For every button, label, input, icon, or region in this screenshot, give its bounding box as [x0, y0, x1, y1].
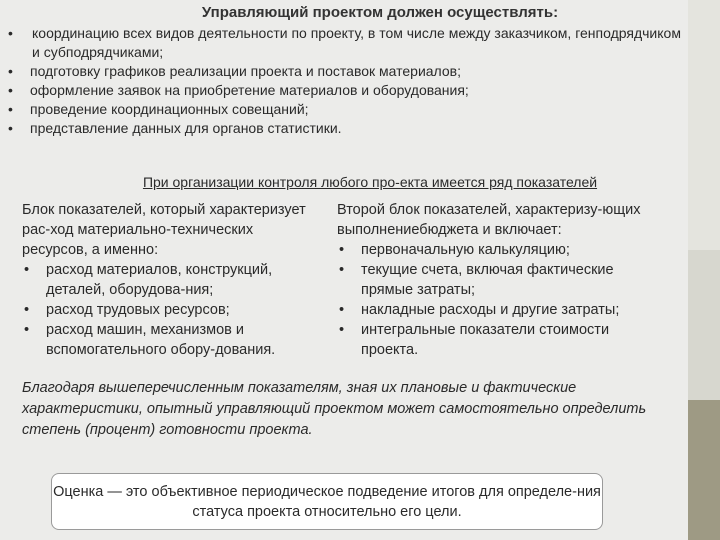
bullet-icon: •: [24, 262, 30, 278]
budget-indicators-block: [337, 200, 667, 360]
list-item: [337, 240, 667, 260]
list-item: [22, 260, 322, 300]
definition-callout: [51, 473, 603, 530]
bullet-icon: •: [8, 82, 13, 98]
block-heading: Второй блок показателей, характеризу-ющих выполнениебюджета и включает:: [337, 202, 641, 238]
bullet-icon: •: [24, 322, 30, 338]
callout-text: Оценка — это объективное периодическое подведение итогов для определе-ния статуса проекта относительно его цели.: [53, 484, 601, 520]
indicators-subheading: При организации контроля любого про-екта имеется ряд показателей: [142, 174, 598, 190]
list-item: [0, 81, 690, 100]
side-band-top: [688, 0, 720, 250]
item-text: накладные расходы и другие затраты;: [361, 302, 620, 318]
list-item: [22, 320, 322, 360]
bullet-icon: •: [339, 302, 345, 318]
duty-text: оформление заявок на приобретение материалов и оборудования;: [30, 82, 469, 98]
list-item: [0, 119, 690, 138]
item-text: интегральные показатели стоимости проекта.: [361, 322, 610, 358]
list-item: [0, 24, 690, 62]
budget-indicators-list: [337, 240, 667, 360]
bullet-icon: •: [8, 25, 13, 41]
list-item: [337, 320, 667, 360]
bullet-icon: •: [8, 101, 13, 117]
item-text: текущие счета, включая фактические прямые затраты;: [361, 262, 614, 298]
duty-text: проведение координационных совещаний;: [30, 101, 309, 117]
item-text: расход трудовых ресурсов;: [46, 302, 230, 318]
duty-text: координацию всех видов деятельности по проекту, в том числе между заказчиком, генподрядчиком и субподрядчиками;: [32, 25, 681, 60]
duty-text: подготовку графиков реализации проекта и поставок материалов;: [30, 63, 461, 79]
bullet-icon: •: [24, 302, 30, 318]
bullet-icon: •: [339, 242, 345, 258]
slide-title: Управляющий проектом должен осуществлять:: [201, 4, 559, 21]
duties-list: [0, 24, 690, 138]
bullet-icon: •: [8, 63, 13, 79]
bullet-icon: •: [339, 262, 345, 278]
list-item: [337, 260, 667, 300]
item-text: расход материалов, конструкций, деталей, оборудова-ния;: [46, 262, 273, 298]
resource-indicators-list: [22, 260, 322, 360]
resource-indicators-block: [22, 200, 322, 360]
item-text: первоначальную калькуляцию;: [361, 242, 570, 258]
duty-text: представление данных для органов статистики.: [30, 120, 342, 136]
list-item: [337, 300, 667, 320]
side-band-bottom: [688, 400, 720, 540]
bullet-icon: •: [339, 322, 345, 338]
list-item: [0, 62, 690, 81]
list-item: [0, 100, 690, 119]
block-heading: Блок показателей, который характеризует рас-ход материально-технических ресурсов, а именно:: [22, 202, 306, 258]
side-band-middle: [688, 250, 720, 400]
item-text: расход машин, механизмов и вспомогательного обору-дования.: [46, 322, 276, 358]
conclusion-paragraph: Благодаря вышеперечисленным показателям, зная их плановые и фактические характеристики, опытный управляющий проектом может самостоятельно определить степень (процент) готовности проекта.: [22, 380, 647, 438]
bullet-icon: •: [8, 120, 13, 136]
list-item: [22, 300, 322, 320]
